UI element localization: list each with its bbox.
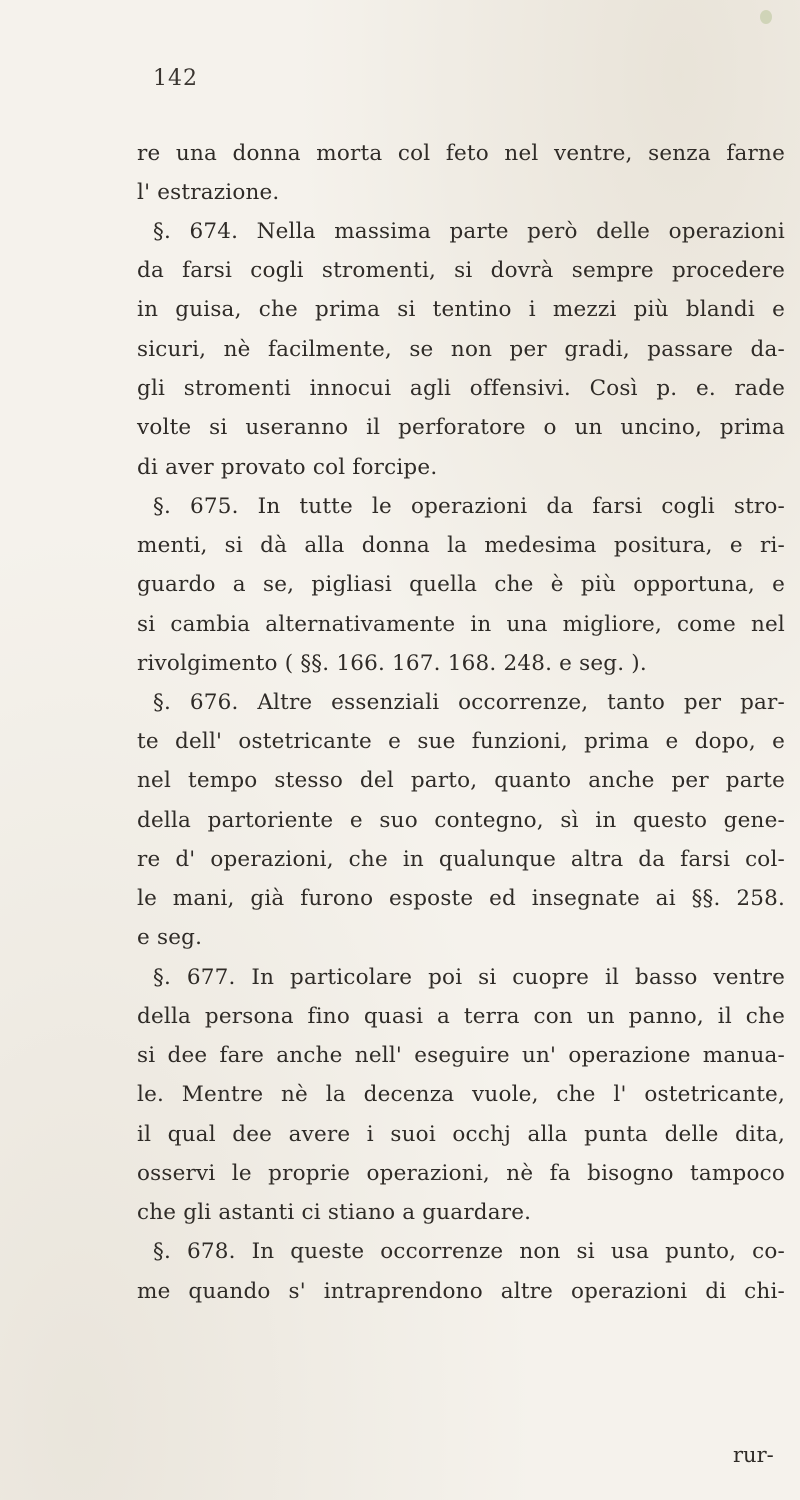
paragraph-675-start: §. 675. In tutte le operazioni da farsi cogli stro- <box>153 494 785 519</box>
page-number: 142 <box>153 66 198 91</box>
paragraph-677-start: §. 677. In particolare poi si cuopre il basso ventre <box>153 965 785 990</box>
text-line: me quando s' intraprendono altre operazioni di chi- <box>137 1279 785 1304</box>
text-line: osservi le proprie operazioni, nè fa bisogno tampoco <box>137 1161 785 1186</box>
text-line: te dell' ostetricante e sue funzioni, prima e dopo, e <box>137 729 785 754</box>
text-line: sicuri, nè facilmente, se non per gradi, passare da- <box>137 337 785 362</box>
text-line: nel tempo stesso del parto, quanto anche per parte <box>137 768 785 793</box>
text-line: si cambia alternativamente in una migliore, come nel <box>137 612 785 637</box>
text-line: volte si useranno il perforatore o un uncino, prima <box>137 415 785 440</box>
text-line: della persona fino quasi a terra con un panno, il che <box>137 1004 785 1029</box>
text-line: della partoriente e suo contegno, sì in questo gene- <box>137 808 785 833</box>
text-line: le. Mentre nè la decenza vuole, che l' ostetricante, <box>137 1082 785 1107</box>
text-line: l' estrazione. <box>137 180 280 205</box>
paper-stain <box>760 10 772 24</box>
text-line: di aver provato col forcipe. <box>137 455 438 480</box>
text-line: si dee fare anche nell' eseguire un' operazione manua- <box>137 1043 785 1068</box>
text-line: re una donna morta col feto nel ventre, senza farne <box>137 141 785 166</box>
text-line: da farsi cogli stromenti, si dovrà sempre procedere <box>137 258 785 283</box>
text-line: gli stromenti innocui agli offensivi. Così p. e. rade <box>137 376 785 401</box>
text-line: e seg. <box>137 925 203 950</box>
text-line: re d' operazioni, che in qualunque altra da farsi col- <box>137 847 785 872</box>
text-line: rivolgimento ( §§. 166. 167. 168. 248. e seg. ). <box>137 651 647 676</box>
text-line: in guisa, che prima si tentino i mezzi più blandi e <box>137 297 785 322</box>
paragraph-678-start: §. 678. In queste occorrenze non si usa punto, co- <box>153 1239 785 1264</box>
text-line: menti, si dà alla donna la medesima positura, e ri- <box>137 533 785 558</box>
paragraph-674-start: §. 674. Nella massima parte però delle operazioni <box>153 219 785 244</box>
text-line: guardo a se, pigliasi quella che è più opportuna, e <box>137 572 785 597</box>
text-line: il qual dee avere i suoi occhj alla punta delle dita, <box>137 1122 785 1147</box>
paragraph-676-start: §. 676. Altre essenziali occorrenze, tanto per par- <box>153 690 785 715</box>
catchword: rur- <box>733 1443 774 1467</box>
text-line: che gli astanti ci stiano a guardare. <box>137 1200 532 1225</box>
text-line: le mani, già furono esposte ed insegnate ai §§. 258. <box>137 886 785 911</box>
